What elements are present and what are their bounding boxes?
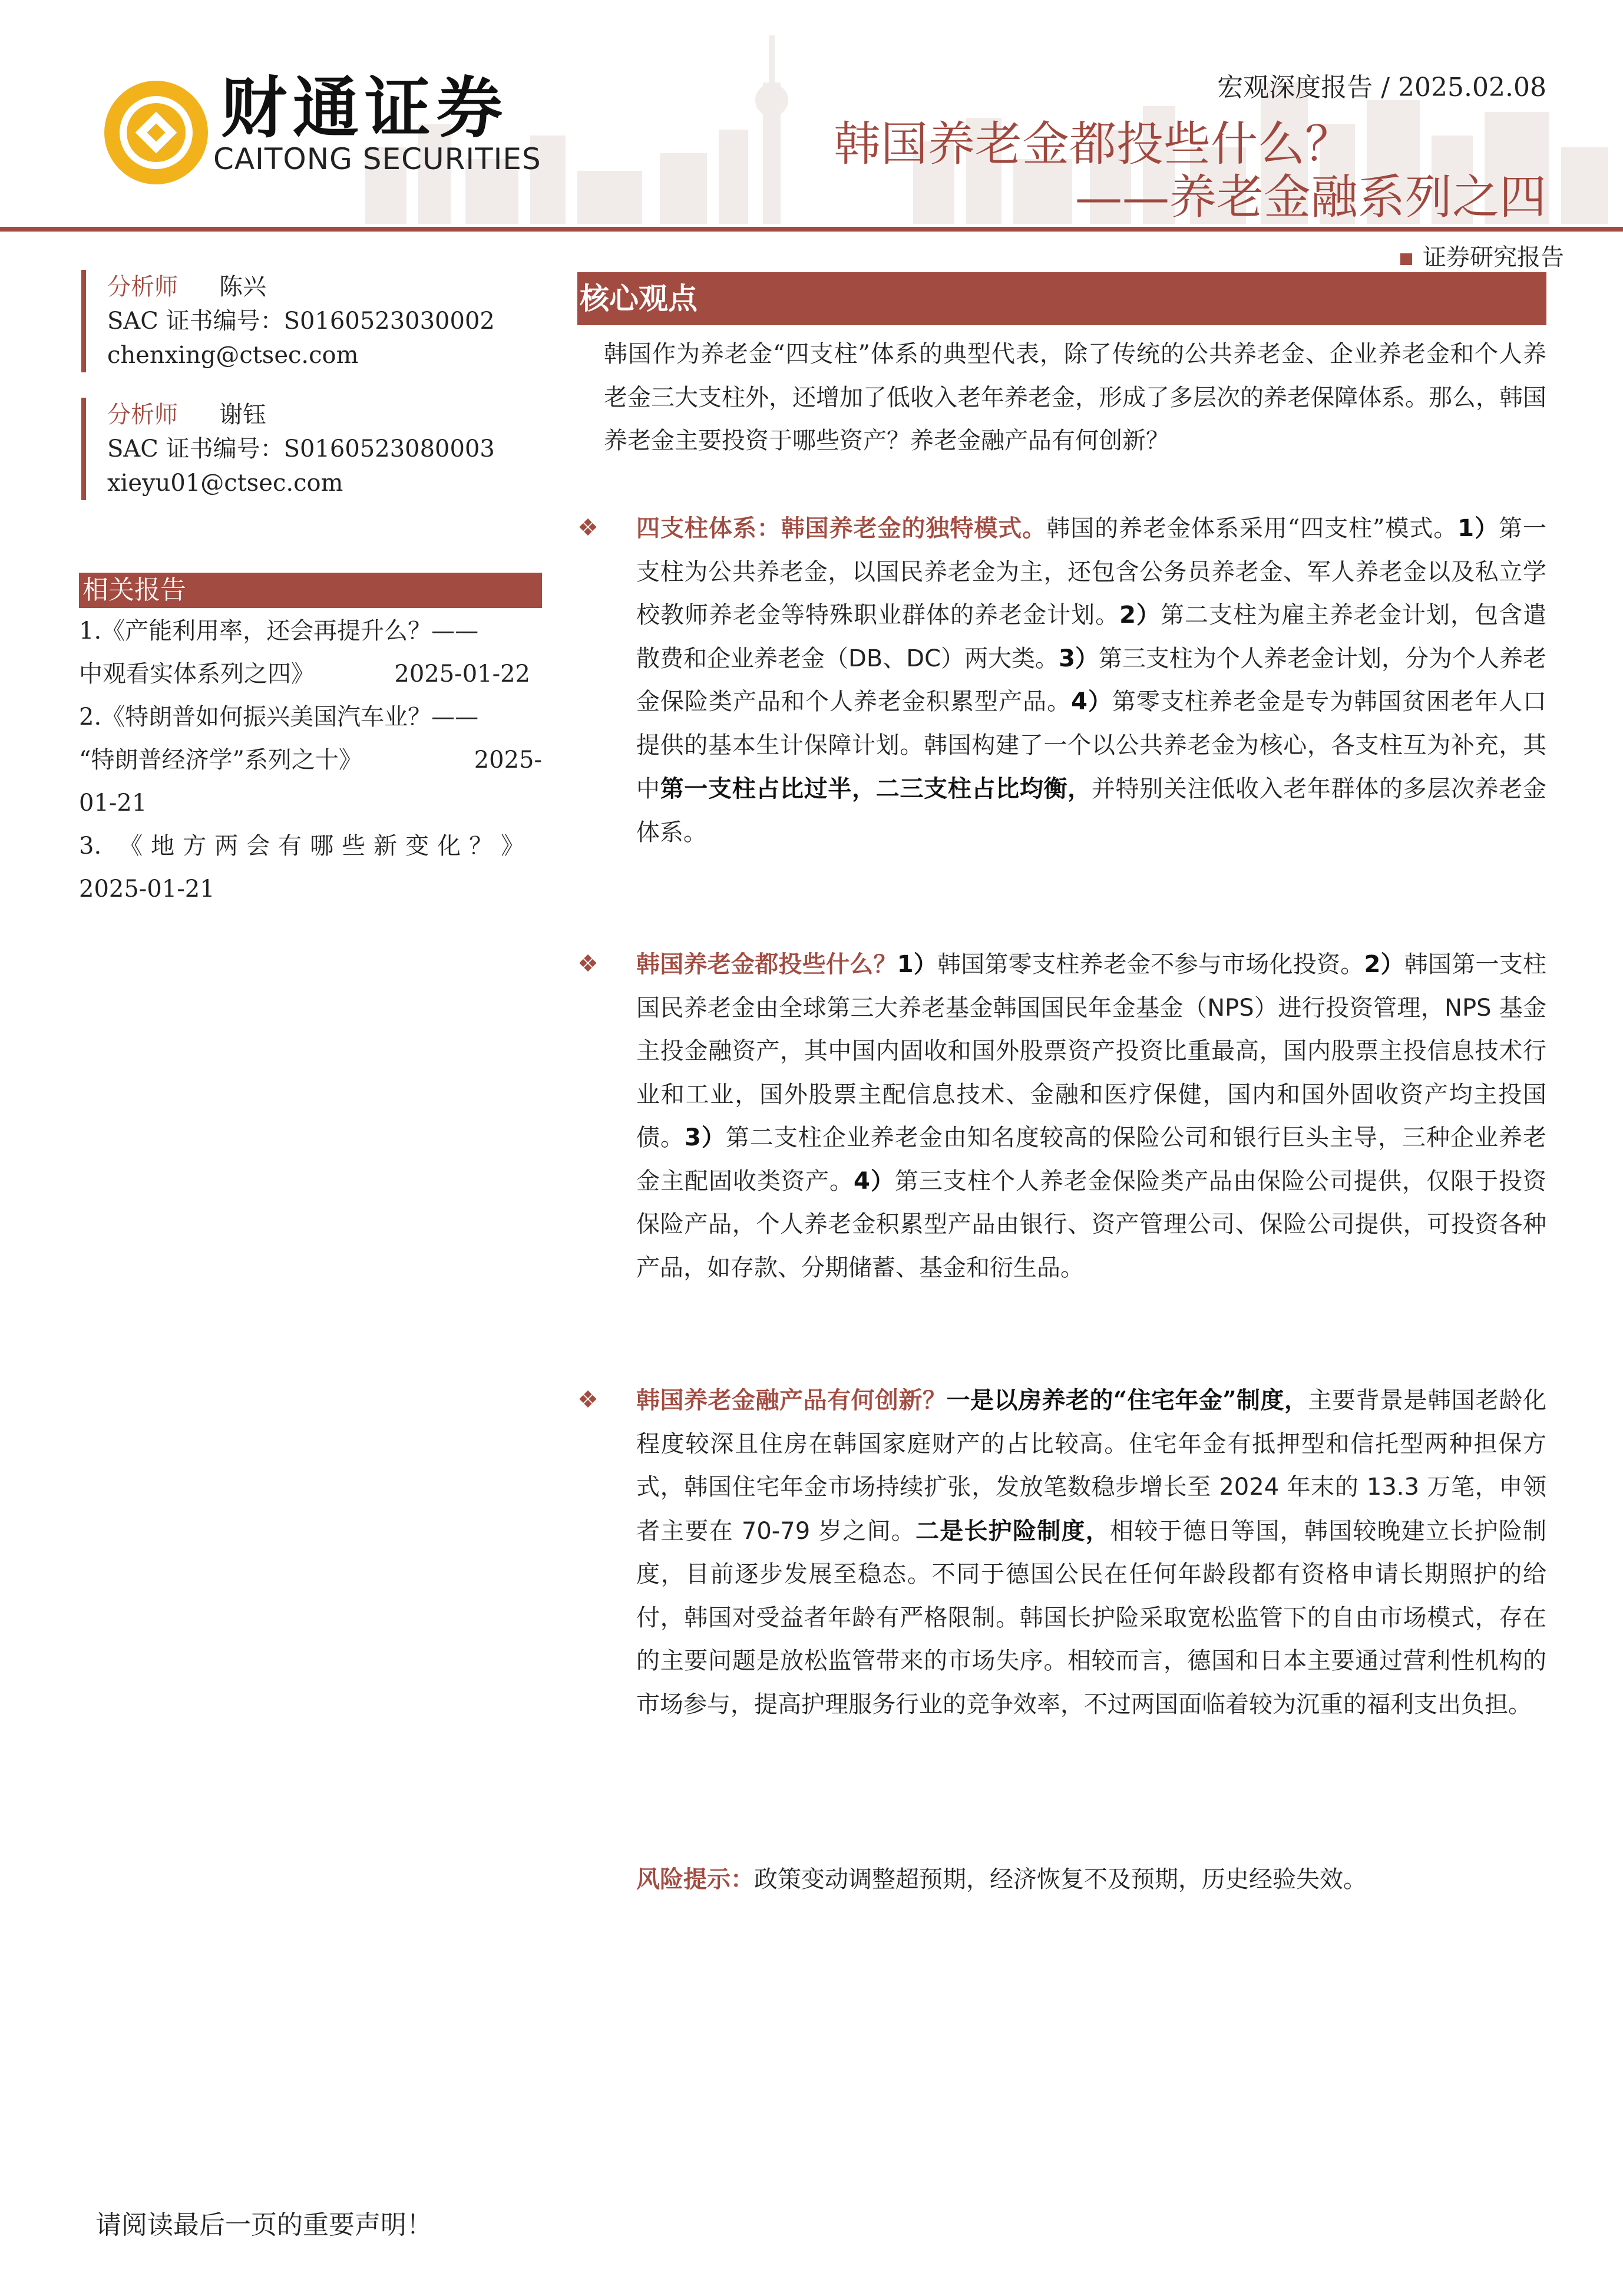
related-report-date: 2025-01-21: [79, 876, 215, 903]
caitong-coin-logo-icon: [100, 77, 212, 189]
brand-name-cn: 财通证券: [221, 70, 508, 147]
core-intro-paragraph: 韩国作为养老金“四支柱”体系的典型代表，除了传统的公共养老金、企业养老金和个人养老金三大支柱外，还增加了低收入老年养老金，形成了多层次的养老保障体系。那么，韩国养老金主要投资于哪些资产？养老金融产品有何创新？: [604, 341, 1546, 454]
analyst-card: [81, 398, 520, 500]
risk-label: 风险提示：: [636, 1865, 754, 1893]
analyst-name: 陈兴: [219, 273, 266, 300]
viewpoint-heading: 韩国养老金都投些什么？: [636, 950, 897, 978]
analyst-role: 分析师: [107, 273, 178, 300]
header-divider: [0, 227, 1623, 232]
analyst-name: 谢钰: [219, 401, 266, 428]
related-reports-header: 相关报告: [79, 573, 542, 608]
related-report-item[interactable]: [79, 825, 542, 911]
report-subtitle: ——养老金融系列之四: [1075, 170, 1546, 224]
risk-text: 政策变动调整超预期，经济恢复不及预期，历史经验失效。: [754, 1866, 1367, 1893]
analyst-role: 分析师: [107, 401, 178, 428]
core-viewpoints-header: 核心观点: [577, 272, 1546, 325]
square-bullet-icon: [1400, 253, 1412, 265]
viewpoint-bullet: [577, 943, 1546, 1290]
viewpoint-paragraph: 韩国养老金融产品有何创新？一是以房养老的“住宅年金”制度，主要背景是韩国老龄化程度较深且住房在韩国家庭财产的占比较高。住宅年金有抵押型和信托型两种担保方式，韩国住宅年金市场持续扩张，发放笔数稳步增长至 2024 年末的 13.3 万笔，申领者主要在 70-79 岁之间。二是长护险制度，相较于德日等国，韩国较晚建立长护险制度，目前逐步发展至稳态。不同于德国公民在任何年龄段都有资格申请长期照护的给付，韩国对受益者年龄有严格限制。韩国长护险采取宽松监管下的自由市场模式，存在的主要问题是放松监管带来的市场失序。相较而言，德国和日本主要通过营利性机构的市场参与，提高护理服务行业的竞争效率，不过两国面临着较为沉重的福利支出负担。: [636, 1386, 1547, 1718]
viewpoint-heading: 韩国养老金融产品有何创新？: [636, 1386, 947, 1414]
footer-disclaimer: 请阅读最后一页的重要声明！: [95, 2210, 432, 2240]
report-title: 韩国养老金都投些什么？: [834, 117, 1352, 171]
report-type-label: [1400, 239, 1564, 272]
related-report-title: 1.《产能利用率，还会再提升么？——: [79, 617, 479, 645]
report-type-text: 证券研究报告: [1423, 244, 1564, 271]
viewpoint-bullet: [577, 1379, 1546, 1726]
diamond-bullet-icon: ❖: [577, 1386, 599, 1413]
related-report-number: 3.: [79, 832, 102, 860]
analyst-email: xieyu01@ctsec.com: [107, 470, 343, 497]
related-report-title-cont: 中观看实体系列之四》: [79, 660, 315, 688]
viewpoint-bullet: [577, 507, 1546, 854]
diamond-bullet-icon: ❖: [577, 950, 599, 977]
analyst-sac-number: SAC 证书编号：S0160523080003: [107, 435, 495, 462]
analyst-card: [81, 270, 520, 372]
viewpoint-paragraph: 四支柱体系：韩国养老金的独特模式。韩国的养老金体系采用“四支柱”模式。1）第一支柱为公共养老金，以国民养老金为主，还包含公务员养老金、军人养老金以及私立学校教师养老金等特殊职业群体的养老金计划。2）第二支柱为雇主养老金计划，包含遣散费和企业养老金（DB、DC）两大类。3）第三支柱为个人养老金计划，分为个人养老金保险类产品和个人养老金积累型产品。4）第零支柱养老金是专为韩国贫困老年人口提供的基本生计保障计划。韩国构建了一个以公共养老金为核心，各支柱互为补充，其中第一支柱占比过半，二三支柱占比均衡，并特别关注低收入老年群体的多层次养老金体系。: [636, 514, 1547, 846]
analyst-email: chenxing@ctsec.com: [107, 342, 359, 369]
diamond-bullet-icon: ❖: [577, 514, 599, 541]
risk-warning: [636, 1858, 1367, 1902]
brand-name-en: CAITONG SECURITIES: [213, 142, 541, 176]
related-report-title: 《地方两会有哪些新变化？》: [119, 832, 533, 860]
report-category-date: 宏观深度报告 / 2025.02.08: [1217, 72, 1546, 103]
related-report-title: 2.《特朗普如何振兴美国汽车业？——: [79, 703, 479, 731]
related-report-title-cont: “特朗普经济学”系列之十》: [79, 746, 362, 774]
related-report-date: 2025-01-22: [394, 660, 530, 688]
related-report-date-cont: 01-21: [79, 789, 147, 817]
related-reports-list: [79, 610, 542, 911]
viewpoint-heading: 四支柱体系：韩国养老金的独特模式。: [636, 514, 1047, 542]
viewpoint-paragraph: 韩国养老金都投些什么？1）韩国第零支柱养老金不参与市场化投资。2）韩国第一支柱国民养老金由全球第三大养老基金韩国国民年金基金（NPS）进行投资管理，NPS 基金主投金融资产，其中国内固收和国外股票资产投资比重最高，国内股票主投信息技术行业和工业，国外股票主配信息技术、金融和医疗保健，国内和国外固收资产均主投国债。3）第二支柱企业养老金由知名度较高的保险公司和银行巨头主导，三种企业养老金主配固收类资产。4）第三支柱个人养老金保险类产品由保险公司提供，仅限于投资保险产品，个人养老金积累型产品由银行、资产管理公司、保险公司提供，可投资各种产品，如存款、分期储蓄、基金和衍生品。: [636, 950, 1547, 1281]
related-report-date: 2025-: [474, 746, 542, 774]
report-header: [0, 0, 1623, 271]
related-report-item[interactable]: [79, 610, 542, 696]
analyst-sac-number: SAC 证书编号：S0160523030002: [107, 308, 495, 335]
related-report-item[interactable]: [79, 696, 542, 825]
